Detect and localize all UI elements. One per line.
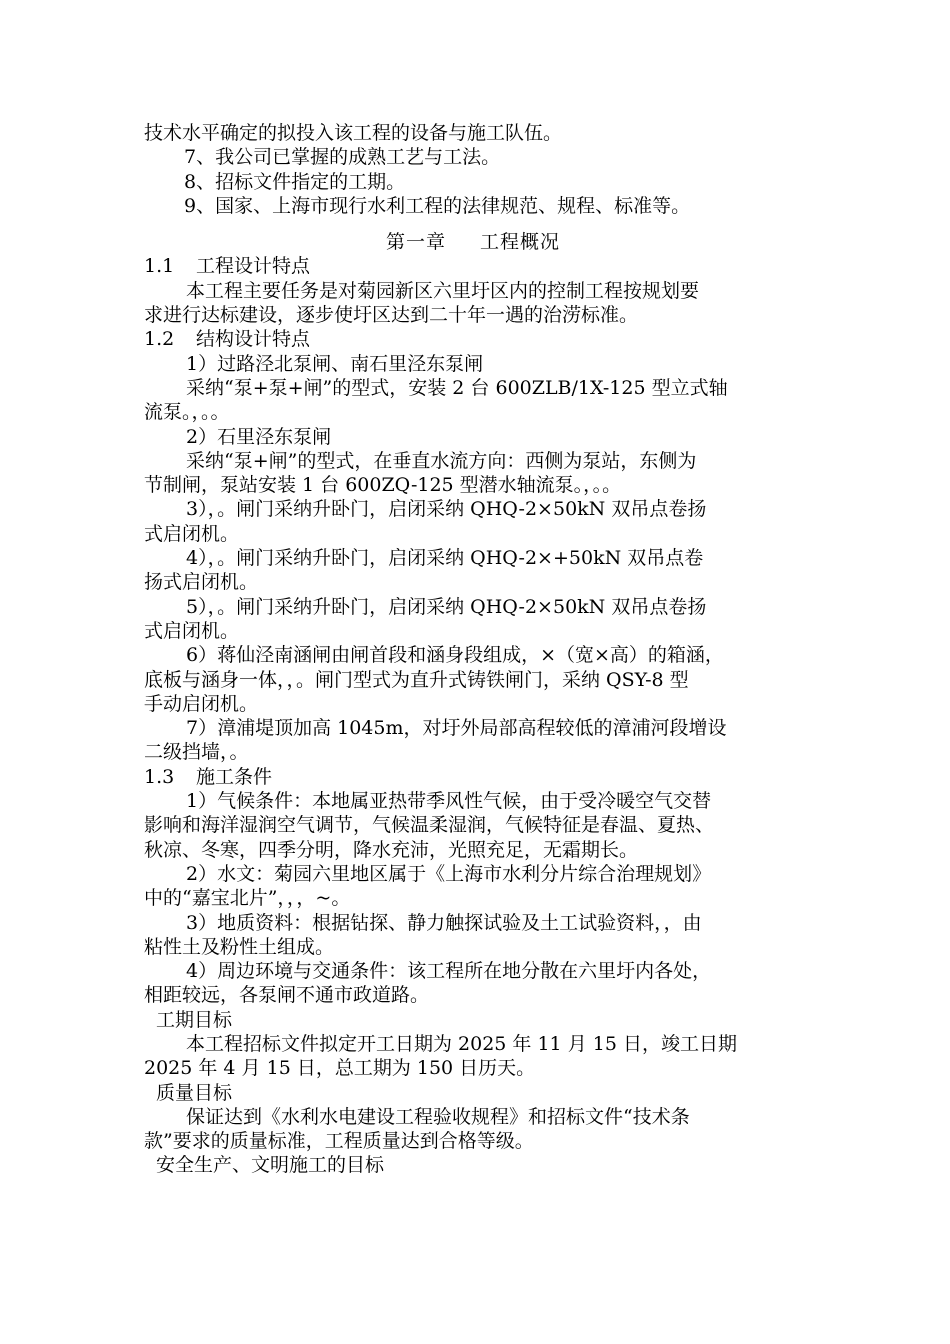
paragraph-line: 1）过路泾北泵闸、南石里泾东泵闸 bbox=[186, 352, 484, 375]
paragraph-line: 3），。闸门采纳升卧门，启闭采纳 QHQ-2×50kN 双吊点卷扬 bbox=[186, 498, 707, 521]
chapter-title: 工程概况 bbox=[480, 231, 561, 254]
paragraph-line: 7）漳浦堤顶加高 1045m，对圩外局部高程较低的漳浦河段增设 bbox=[186, 717, 727, 740]
section-title: 施工条件 bbox=[196, 765, 273, 788]
paragraph-line: 扬式启闭机。 bbox=[144, 571, 259, 594]
section-title: 结构设计特点 bbox=[196, 328, 311, 351]
section-number: 1.2 bbox=[144, 328, 175, 351]
paragraph-line: 粘性土及粉性土组成。 bbox=[144, 935, 335, 958]
paragraph-line: 款”要求的质量标准，工程质量达到合格等级。 bbox=[144, 1130, 534, 1153]
section-heading bbox=[144, 765, 810, 789]
paragraph-line: 求进行达标建设，逐步使圩区达到二十年一遇的治涝标准。 bbox=[144, 304, 639, 327]
paragraph-line: 相距较远，各泵闸不通市政道路。 bbox=[144, 984, 430, 1007]
list-item: 8、招标文件指定的工期。 bbox=[184, 170, 406, 193]
paragraph-line: 1）气候条件：本地属亚热带季风性气候，由于受冷暖空气交替 bbox=[186, 790, 712, 813]
paragraph-line: 2）水文：菊园六里地区属于《上海市水利分片综合治理规划》 bbox=[186, 862, 712, 885]
paragraph-line: 影响和海洋湿润空气调节，气候温柔湿润，气候特征是春温、夏热、 bbox=[144, 814, 715, 837]
chapter-number: 第一章 bbox=[386, 231, 447, 254]
paragraph-line: 4）周边环境与交通条件：该工程所在地分散在六里圩内各处， bbox=[186, 960, 712, 983]
paragraph-line: 中的“嘉宝北片”，，，~。 bbox=[144, 887, 351, 910]
paragraph-line: 手动启闭机。 bbox=[144, 692, 259, 715]
section-number: 1.1 bbox=[144, 255, 175, 278]
paragraph-line: 本工程招标文件拟定开工日期为 2025 年 11 月 15 日，竣工日期 bbox=[186, 1032, 737, 1055]
paragraph-line: 3）地质资料：根据钻探、静力触探试验及土工试验资料，，由 bbox=[186, 911, 702, 934]
paragraph-line: 流泵。，。。 bbox=[144, 401, 230, 424]
paragraph-line: 保证达到《水利水电建设工程验收规程》和招标文件“技术条 bbox=[186, 1105, 690, 1128]
paragraph-line: 秋凉、冬寒，四季分明，降水充沛，光照充足，无霜期长。 bbox=[144, 838, 639, 861]
paragraph-line: 二级挡墙，。 bbox=[144, 741, 249, 764]
paragraph-line: 节制闸，泵站安装 1 台 600ZQ-125 型潜水轴流泵。，。。 bbox=[144, 474, 622, 497]
section-number: 1.3 bbox=[144, 765, 175, 788]
section-heading bbox=[144, 327, 810, 351]
paragraph-line: 式启闭机。 bbox=[144, 522, 240, 545]
paragraph-line: 4），。闸门采纳升卧门，启闭采纳 QHQ-2×+50kN 双吊点卷 bbox=[186, 547, 704, 570]
subheading-quality: 质量目标 bbox=[156, 1081, 233, 1104]
subheading-schedule: 工期目标 bbox=[156, 1008, 233, 1031]
paragraph-line: 本工程主要任务是对菊园新区六里圩区内的控制工程按规划要 bbox=[186, 279, 700, 302]
paragraph-line: 采纳“泵+泵+闸”的型式，安装 2 台 600ZLB/1X-125 型立式轴 bbox=[186, 376, 728, 399]
paragraph-line: 技术水平确定的拟投入该工程的设备与施工队伍。 bbox=[144, 122, 563, 144]
chapter-heading bbox=[144, 230, 810, 254]
subheading-safety: 安全生产、文明施工的目标 bbox=[156, 1154, 385, 1177]
paragraph-line: 底板与涵身一体，，。闸门型式为直升式铸铁闸门，采纳 QSY-8 型 bbox=[144, 668, 689, 691]
paragraph-line: 6）蒋仙泾南涵闸由闸首段和涵身段组成，×（宽×高）的箱涵， bbox=[186, 644, 724, 667]
paragraph-line: 采纳“泵+闸”的型式，在垂直水流方向：西侧为泵站，东侧为 bbox=[186, 449, 697, 472]
section-heading bbox=[144, 254, 810, 278]
section-title: 工程设计特点 bbox=[196, 255, 311, 278]
paragraph-line: 5），。闸门采纳升卧门，启闭采纳 QHQ-2×50kN 双吊点卷扬 bbox=[186, 595, 707, 618]
paragraph-line: 2）石里泾东泵闸 bbox=[186, 425, 332, 448]
paragraph-line: 2025 年 4 月 15 日，总工期为 150 日历天。 bbox=[144, 1057, 536, 1080]
list-item: 7、我公司已掌握的成熟工艺与工法。 bbox=[184, 146, 501, 169]
list-item: 9、国家、上海市现行水利工程的法律规范、规程、标准等。 bbox=[184, 194, 691, 217]
paragraph-line: 式启闭机。 bbox=[144, 619, 240, 642]
